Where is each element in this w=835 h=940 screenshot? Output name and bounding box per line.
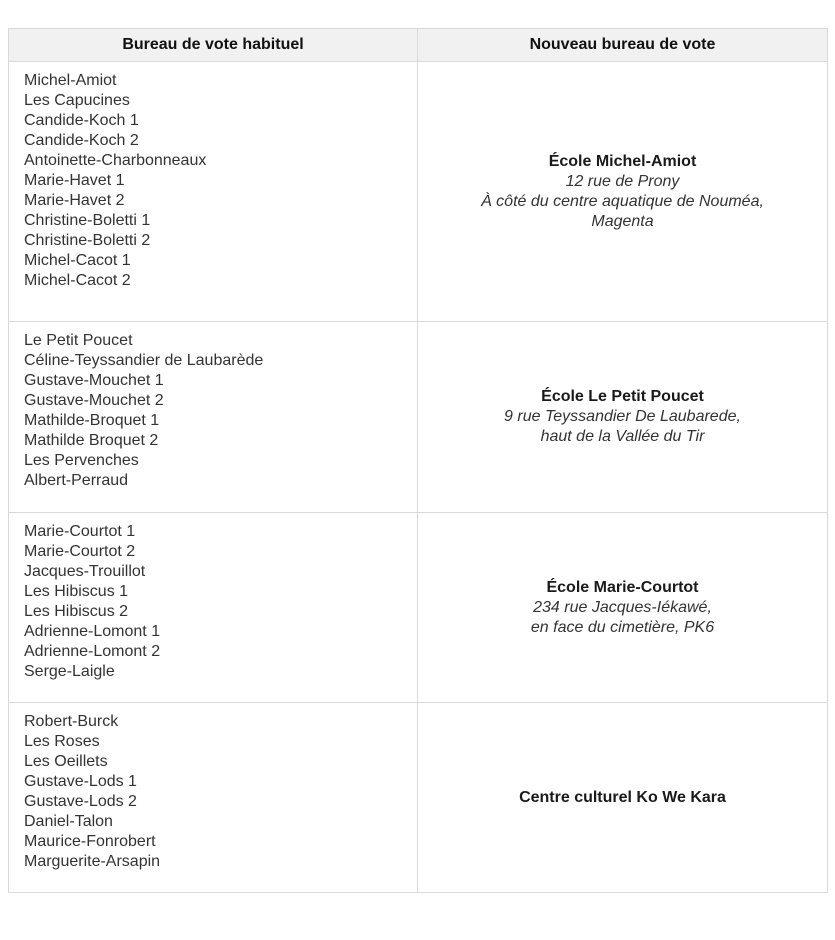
old-bureau-name: Christine-Boletti 2 xyxy=(24,232,151,249)
address-line: 12 rue de Prony xyxy=(565,172,680,190)
old-bureau-name: Albert-Perraud xyxy=(24,472,129,489)
old-bureau-name: Les Pervenches xyxy=(24,452,139,469)
new-bureau-name: École Le Petit Poucet xyxy=(541,388,704,405)
old-bureau-name: Les Oeillets xyxy=(24,753,108,770)
old-bureau-name: Christine-Boletti 1 xyxy=(24,212,151,229)
column-header-old-bureau: Bureau de vote habituel xyxy=(9,29,418,62)
new-bureau-address xyxy=(430,598,815,638)
new-bureau-address xyxy=(430,172,815,232)
new-bureau-name: École Michel-Amiot xyxy=(548,152,697,170)
old-bureau-name: Marie-Havet 1 xyxy=(24,172,125,189)
old-bureau-name: Mathilde Broquet 2 xyxy=(24,432,159,449)
old-bureau-name: Gustave-Lods 1 xyxy=(24,773,137,790)
old-bureau-name: Les Hibiscus 1 xyxy=(24,583,129,600)
old-bureau-name: Michel-Cacot 2 xyxy=(24,272,131,289)
new-bureau-name: Centre culturel Ko We Kara xyxy=(519,788,726,806)
old-bureau-name: Marie-Courtot 1 xyxy=(24,523,136,540)
old-bureau-name: Mathilde-Broquet 1 xyxy=(24,412,160,429)
new-bureau-cell xyxy=(418,513,828,703)
address-line: 9 rue Teyssandier De Laubarede, xyxy=(504,408,741,425)
old-bureau-name: Gustave-Mouchet 1 xyxy=(24,372,164,389)
table-row xyxy=(9,62,828,322)
old-bureau-name: Michel-Amiot xyxy=(24,72,117,89)
old-bureau-name: Adrienne-Lomont 1 xyxy=(24,623,161,640)
old-bureau-name: Marguerite-Arsapin xyxy=(24,853,161,870)
address-line: en face du cimetière, PK6 xyxy=(530,618,715,636)
old-bureau-name: Daniel-Talon xyxy=(24,813,113,830)
new-bureau-cell xyxy=(418,703,828,893)
new-bureau-name: École Marie-Courtot xyxy=(546,578,699,596)
polling-stations-table xyxy=(8,28,828,893)
old-bureaus-cell xyxy=(9,703,418,893)
old-bureau-name: Gustave-Mouchet 2 xyxy=(24,392,164,409)
old-bureau-name: Adrienne-Lomont 2 xyxy=(24,643,161,660)
old-bureau-name: Michel-Cacot 1 xyxy=(24,252,131,269)
column-header-new-bureau: Nouveau bureau de vote xyxy=(418,29,828,62)
old-bureau-name: Jacques-Trouillot xyxy=(24,563,146,580)
old-bureaus-cell xyxy=(9,322,418,513)
old-bureau-name: Antoinette-Charbonneaux xyxy=(24,152,207,169)
old-bureau-name: Le Petit Poucet xyxy=(24,332,133,349)
table-row xyxy=(9,513,828,703)
old-bureau-name: Serge-Laigle xyxy=(24,663,115,680)
address-line: À côté du centre aquatique de Nouméa, xyxy=(481,192,764,210)
old-bureau-name: Les Roses xyxy=(24,733,100,750)
table-row xyxy=(9,703,828,893)
old-bureau-name: Marie-Courtot 2 xyxy=(24,543,136,560)
old-bureau-name: Les Hibiscus 2 xyxy=(24,603,129,620)
table-header-row xyxy=(9,29,828,62)
old-bureaus-cell xyxy=(9,513,418,703)
old-bureau-name: Robert-Burck xyxy=(24,713,119,730)
old-bureau-name: Maurice-Fonrobert xyxy=(24,833,156,850)
address-line: Magenta xyxy=(591,212,654,230)
old-bureau-name: Céline-Teyssandier de Laubarède xyxy=(24,352,264,369)
old-bureau-name: Candide-Koch 1 xyxy=(24,112,139,129)
old-bureau-name: Les Capucines xyxy=(24,92,130,109)
new-bureau-address xyxy=(430,407,815,447)
old-bureaus-cell xyxy=(9,62,418,322)
address-line: 234 rue Jacques-Iékawé, xyxy=(533,598,712,616)
new-bureau-cell xyxy=(418,62,828,322)
new-bureau-cell xyxy=(418,322,828,513)
old-bureau-name: Gustave-Lods 2 xyxy=(24,793,137,810)
table-row xyxy=(9,322,828,513)
address-line: haut de la Vallée du Tir xyxy=(540,428,705,445)
old-bureau-name: Marie-Havet 2 xyxy=(24,192,125,209)
old-bureau-name: Candide-Koch 2 xyxy=(24,132,139,149)
